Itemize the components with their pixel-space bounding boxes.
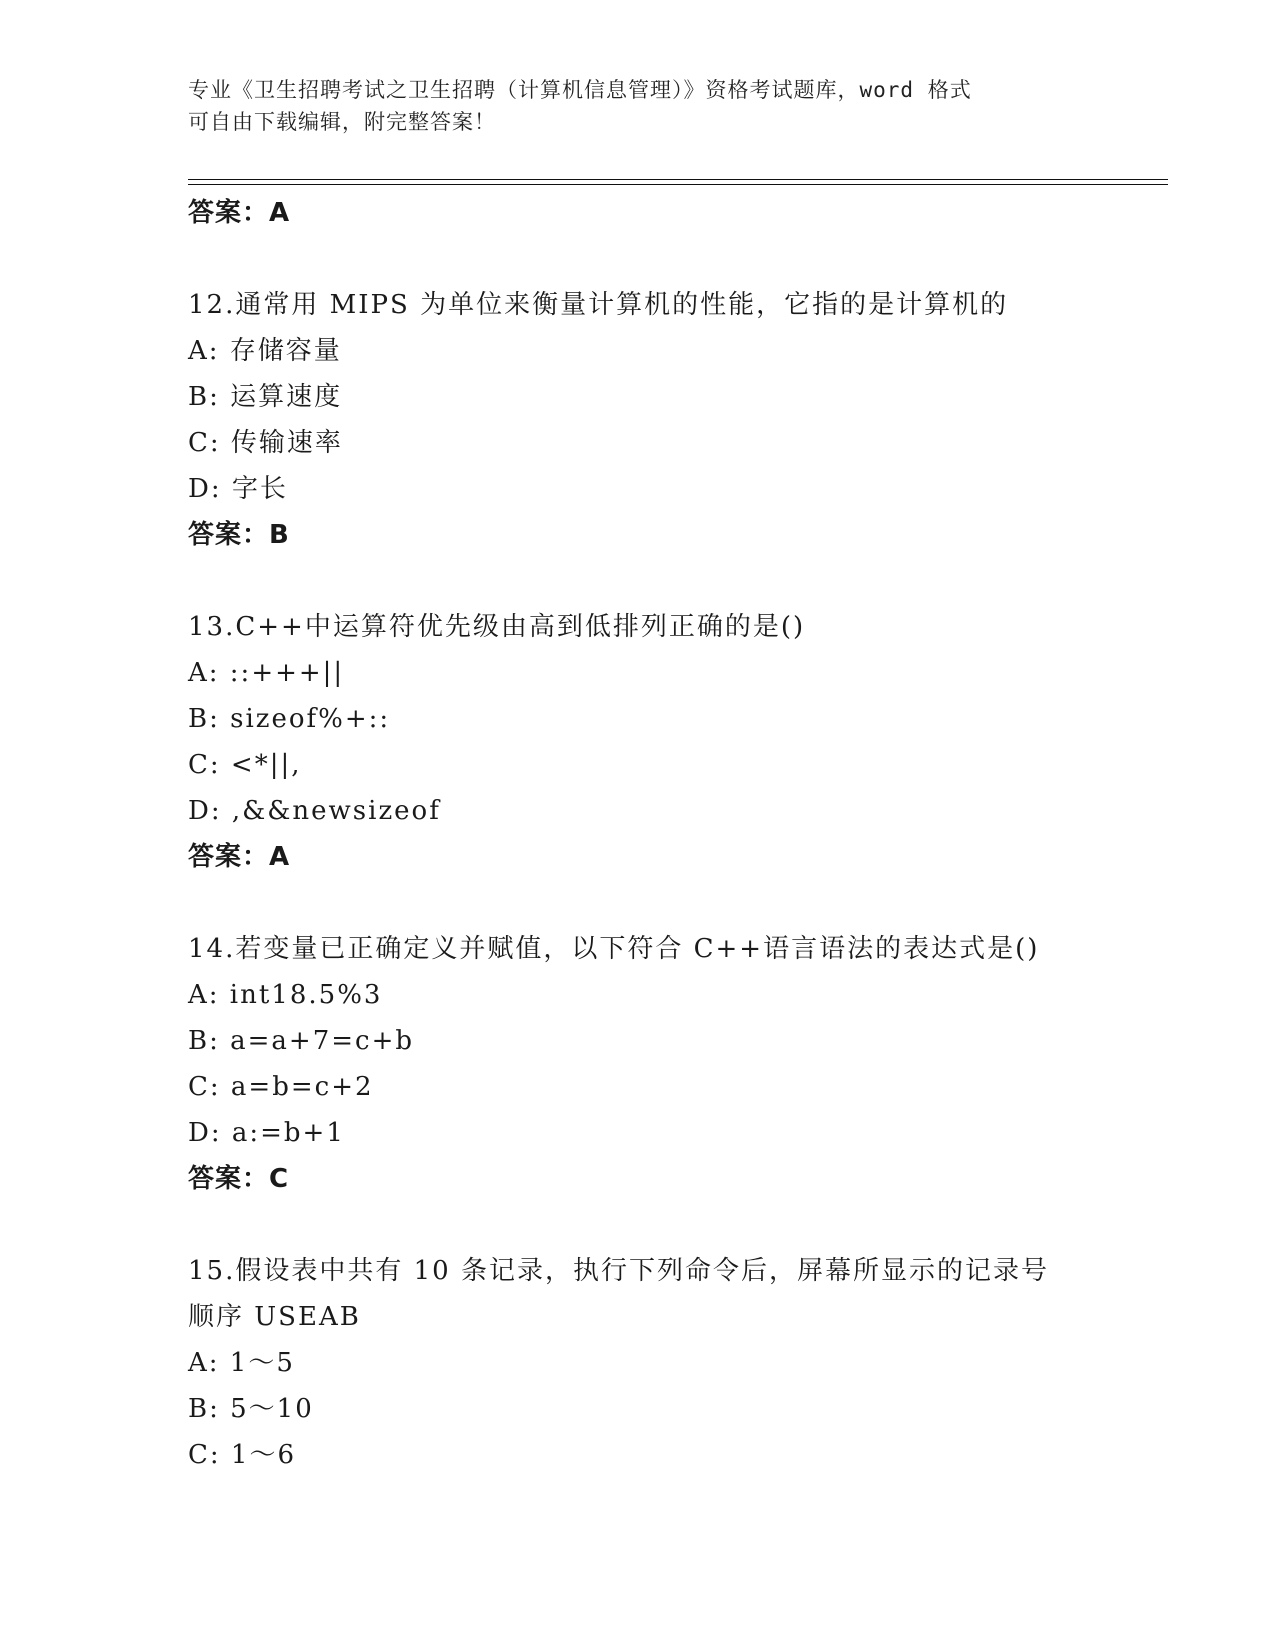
option-d: D: 字长: [188, 474, 288, 504]
spacer: [188, 1202, 1168, 1248]
option-d: D: a:=b+1: [188, 1118, 345, 1148]
option-b: B: 5～10: [188, 1394, 314, 1424]
answer: 答案：B: [188, 520, 290, 550]
option-c: C: 1～6: [188, 1440, 297, 1470]
question-stem: 12.通常用 MIPS 为单位来衡量计算机的性能，它指的是计算机的: [188, 290, 1009, 320]
header-divider-top: [188, 179, 1168, 180]
option-b: B: a=a+7=c+b: [188, 1026, 415, 1056]
answer: 答案：A: [188, 842, 291, 872]
question-list: [188, 190, 1168, 1478]
answer-top: 答案：A: [188, 198, 291, 228]
option-d: D: ,&&newsizeof: [188, 796, 441, 826]
question-stem: 15.假设表中共有 10 条记录，执行下列命令后，屏幕所显示的记录号: [188, 1256, 1049, 1286]
header-divider-bottom: [188, 184, 1168, 185]
option-b: B: 运算速度: [188, 382, 343, 412]
question-12: [188, 282, 1168, 558]
option-a: A: 1～5: [188, 1348, 295, 1378]
spacer: [188, 880, 1168, 926]
document-header: [188, 74, 1088, 138]
option-c: C: a=b=c+2: [188, 1072, 374, 1102]
option-c: C: 传输速率: [188, 428, 343, 458]
option-a: A: ::+++||: [188, 658, 345, 688]
question-stem-continued: 顺序 USEAB: [188, 1302, 361, 1332]
answer: 答案：C: [188, 1164, 290, 1194]
header-line-1: 专业《卫生招聘考试之卫生招聘（计算机信息管理）》资格考试题库，word 格式: [188, 78, 972, 102]
header-line-2: 可自由下载编辑，附完整答案！: [188, 110, 496, 134]
question-14: [188, 926, 1168, 1202]
option-b: B: sizeof%+::: [188, 704, 391, 734]
question-15: [188, 1248, 1168, 1478]
option-a: A: 存储容量: [188, 336, 342, 366]
question-stem: 13.C++中运算符优先级由高到低排列正确的是(): [188, 612, 806, 642]
option-c: C: <*||,: [188, 750, 302, 780]
spacer: [188, 236, 1168, 282]
question-13: [188, 604, 1168, 880]
question-stem: 14.若变量已正确定义并赋值，以下符合 C++语言语法的表达式是(): [188, 934, 1040, 964]
spacer: [188, 558, 1168, 604]
option-a: A: int18.5%3: [188, 980, 383, 1010]
